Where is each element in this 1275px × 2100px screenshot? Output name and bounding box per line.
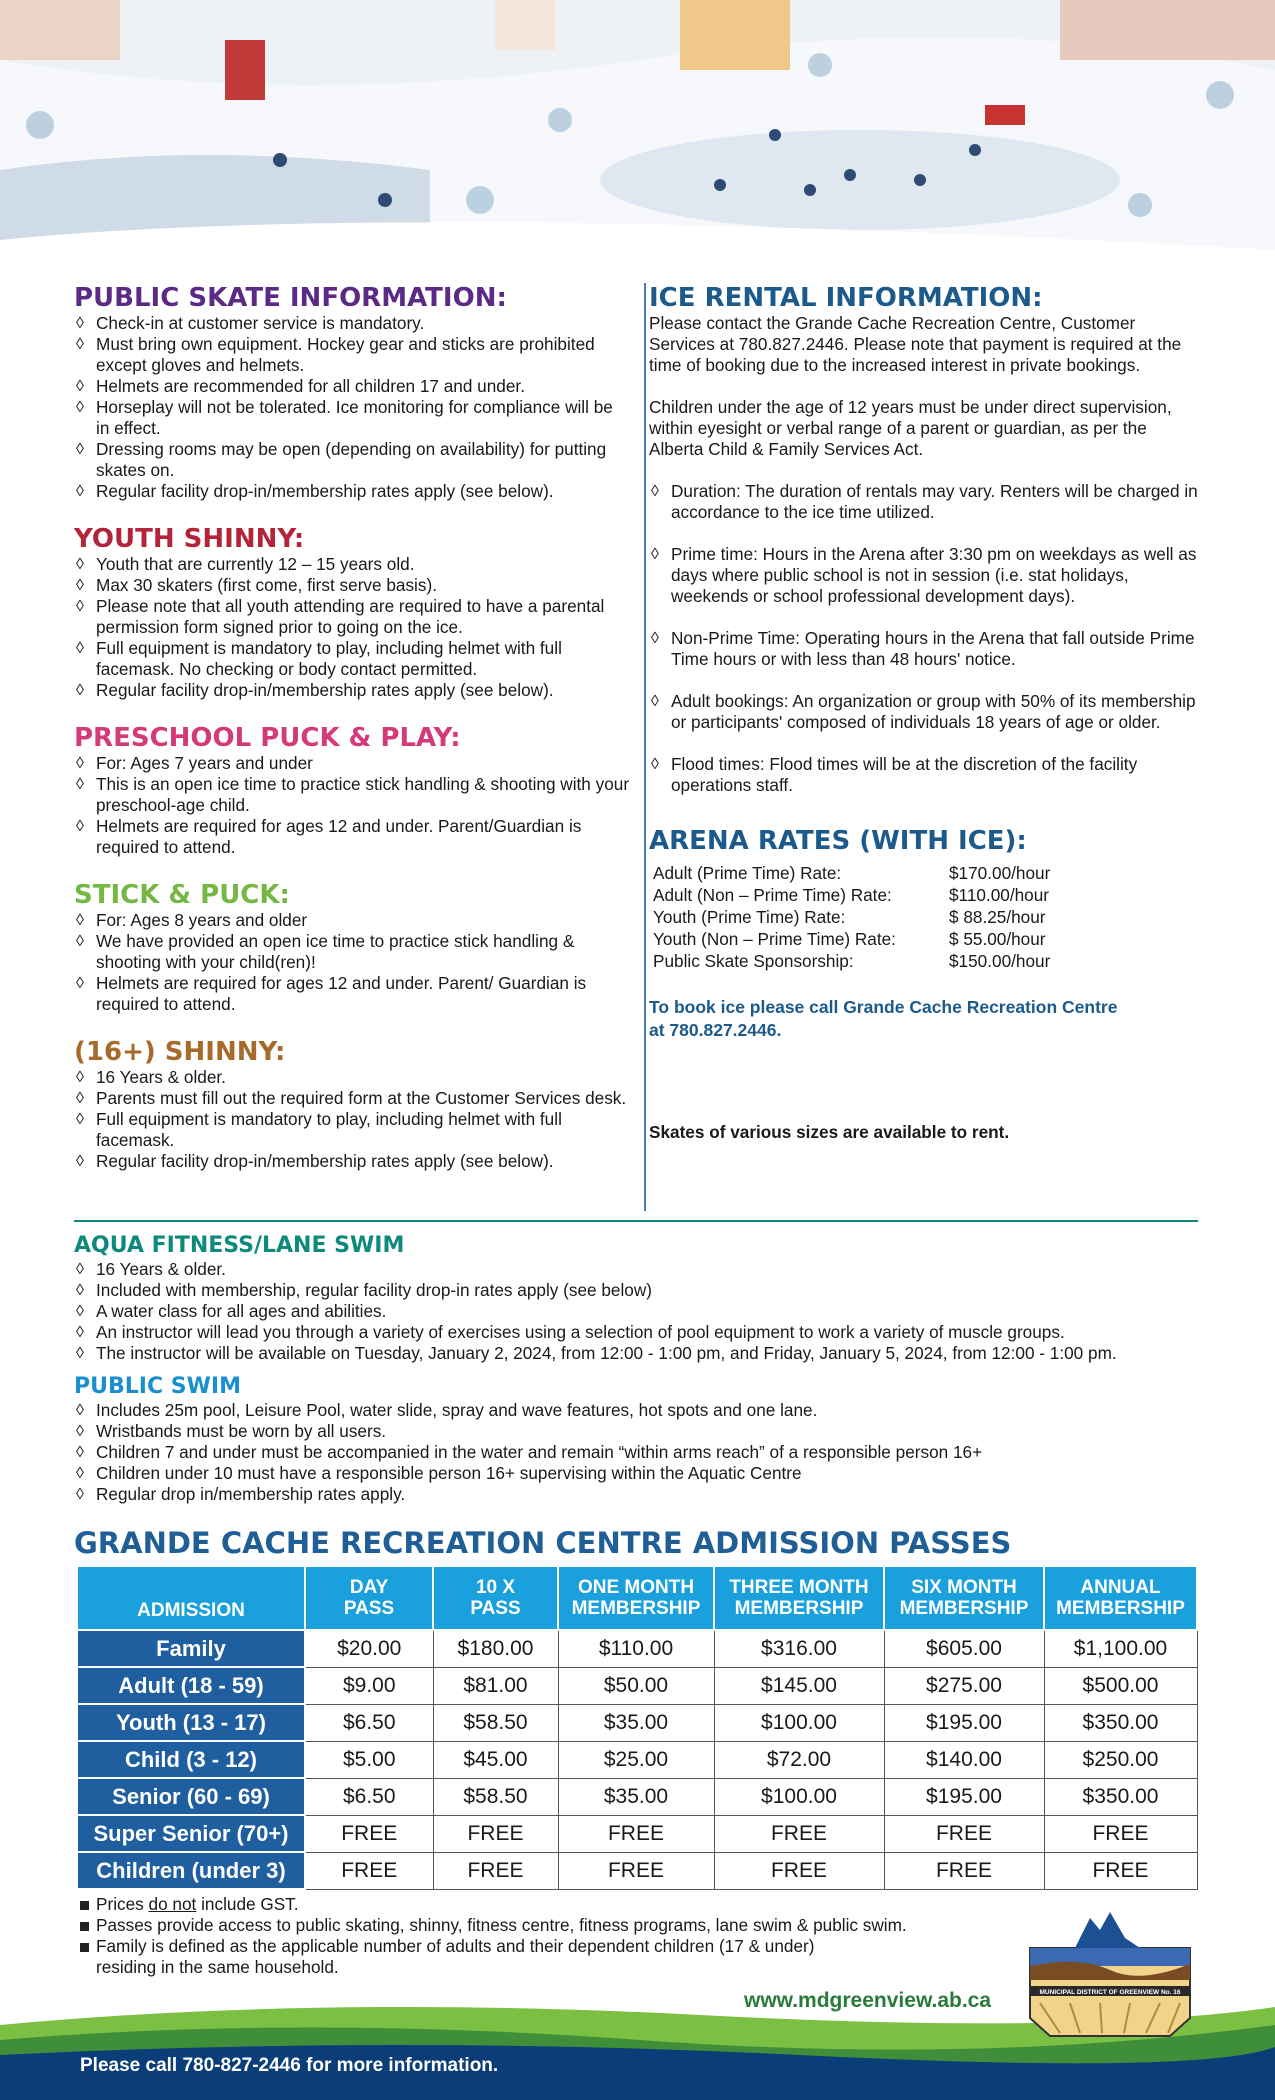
note-text: Family is defined as the applicable number of adults and their dependent children (17 & under): [96, 1936, 815, 1956]
rate-value: $ 88.25/hour: [949, 907, 1046, 927]
price-cell: $250.00: [1044, 1741, 1197, 1778]
note-text: include GST.: [196, 1894, 299, 1914]
price-cell: FREE: [558, 1815, 714, 1852]
rate-label: Adult (Non – Prime Time) Rate:: [653, 885, 892, 905]
price-cell: $145.00: [714, 1667, 884, 1704]
row-label: Child (3 - 12): [77, 1741, 305, 1778]
list-item: ◊ Regular facility drop-in/membership rates apply (see below).: [74, 680, 630, 701]
public-swim-list: [74, 1400, 1204, 1505]
list-item: ◊ The instructor will be available on Tuesday, January 2, 2024, from 12:00 - 1:00 pm, and Friday, January 5, 2024, from 12:00 - 1:00 pm.: [74, 1343, 1204, 1364]
price-cell: $58.50: [433, 1778, 558, 1815]
price-cell: $45.00: [433, 1741, 558, 1778]
ice-rental-list: [649, 481, 1199, 796]
book-ice-line1: To book ice please call Grande Cache Recreation Centre: [649, 997, 1118, 1017]
list-item: ◊ Helmets are required for ages 12 and under. Parent/ Guardian is required to attend.: [74, 973, 630, 1015]
row-label: Adult (18 - 59): [77, 1667, 305, 1704]
youth-shinny-section: [74, 524, 630, 701]
list-item: ◊ Regular drop in/membership rates apply.: [74, 1484, 1204, 1505]
column-header: [714, 1566, 884, 1630]
list-item: ◊ Included with membership, regular facility drop-in rates apply (see below): [74, 1280, 1204, 1301]
ice-rental-intro: Please contact the Grande Cache Recreation Centre, Customer Services at 780.827.2446. Please note that payment is required at the time of booking due to the increased interest in private bookings.: [649, 313, 1182, 375]
preschool-list: [74, 753, 630, 858]
price-cell: $110.00: [558, 1630, 714, 1667]
stick-puck-list: [74, 910, 630, 1015]
table-header-row: [77, 1566, 1197, 1630]
rate-value: $110.00/hour: [949, 885, 1050, 905]
section-divider: [74, 1220, 1198, 1222]
price-cell: FREE: [305, 1815, 433, 1852]
rate-value: $ 55.00/hour: [949, 929, 1046, 949]
column-header-line1: 10 X: [475, 1577, 516, 1598]
rate-value: $150.00/hour: [949, 951, 1051, 971]
rate-label: Youth (Non – Prime Time) Rate:: [653, 929, 896, 949]
price-cell: $195.00: [884, 1778, 1044, 1815]
md-greenview-logo: [1020, 1908, 1200, 2048]
ice-rental-supervision: Children under the age of 12 years must be under direct supervision, within eyesight or verbal range of a parent or guardian, as per the Alberta Child & Family Services Act.: [649, 397, 1172, 459]
note-gst: [78, 1894, 1058, 1915]
note-text: Prices: [96, 1894, 149, 1914]
list-item: ◊ Helmets are recommended for all children 17 and under.: [74, 376, 630, 397]
row-label: Children (under 3): [77, 1852, 305, 1889]
column-header-line2: PASS: [343, 1598, 395, 1619]
price-cell: $195.00: [884, 1704, 1044, 1741]
column-header-line2: MEMBERSHIP: [899, 1598, 1029, 1619]
ice-rental-heading: ICE RENTAL INFORMATION:: [649, 283, 1043, 313]
price-cell: $20.00: [305, 1630, 433, 1667]
price-cell: $275.00: [884, 1667, 1044, 1704]
note-text: residing in the same household.: [96, 1957, 339, 1977]
column-header-line1: THREE MONTH: [729, 1577, 869, 1598]
price-cell: FREE: [884, 1852, 1044, 1889]
list-item: ◊ Dressing rooms may be open (depending on availability) for putting skates on.: [74, 439, 630, 481]
list-item: ◊ 16 Years & older.: [74, 1259, 1204, 1280]
rate-value: $170.00/hour: [949, 863, 1051, 883]
price-cell: $72.00: [714, 1741, 884, 1778]
price-cell: FREE: [558, 1852, 714, 1889]
skates-note: Skates of various sizes are available to rent.: [649, 1122, 1010, 1142]
row-label: Family: [77, 1630, 305, 1667]
note-emphasis: do not: [148, 1894, 197, 1914]
column-header-line1: ANNUAL: [1080, 1577, 1161, 1598]
table-row: [77, 1704, 1197, 1741]
price-cell: $350.00: [1044, 1778, 1197, 1815]
list-item: ◊ Please note that all youth attending are required to have a parental permission form signed prior to going on the ice.: [74, 596, 630, 638]
price-cell: $100.00: [714, 1778, 884, 1815]
row-label: Youth (13 - 17): [77, 1704, 305, 1741]
list-item: ◊ Duration: The duration of rentals may vary. Renters will be charged in accordance to the ice time utilized.: [649, 481, 1199, 523]
price-cell: $605.00: [884, 1630, 1044, 1667]
table-row: [77, 1667, 1197, 1704]
column-header-line2: PASS: [470, 1598, 521, 1619]
website-link[interactable]: www.mdgreenview.ab.ca: [744, 1989, 992, 2012]
right-column: [649, 283, 1199, 1143]
price-cell: $180.00: [433, 1630, 558, 1667]
row-label: Senior (60 - 69): [77, 1778, 305, 1815]
list-item: ◊ Youth that are currently 12 – 15 years old.: [74, 554, 630, 575]
rate-label: Adult (Prime Time) Rate:: [653, 863, 842, 883]
table-row: [653, 906, 1050, 928]
arena-rates-heading: ARENA RATES (WITH ICE):: [649, 826, 1027, 856]
column-header-line2: MEMBERSHIP: [1056, 1598, 1185, 1619]
public-swim-heading: PUBLIC SWIM: [74, 1374, 241, 1399]
price-cell: FREE: [884, 1815, 1044, 1852]
price-cell: FREE: [1044, 1815, 1197, 1852]
table-row: [77, 1778, 1197, 1815]
list-item: ◊ Full equipment is mandatory to play, including helmet with full facemask.: [74, 1109, 630, 1151]
price-cell: $500.00: [1044, 1667, 1197, 1704]
column-header-line1: ONE MONTH: [577, 1577, 695, 1598]
list-item: ◊ Children 7 and under must be accompanied in the water and remain “within arms reach” of a responsible person 16+: [74, 1442, 1204, 1463]
list-item: ◊ Wristbands must be worn by all users.: [74, 1421, 1204, 1442]
aqua-fitness-heading: AQUA FITNESS/LANE SWIM: [74, 1233, 405, 1258]
price-cell: $35.00: [558, 1778, 714, 1815]
winter-village-illustration: [0, 0, 1275, 270]
list-item: ◊ This is an open ice time to practice stick handling & shooting with your preschool-age child.: [74, 774, 630, 816]
price-cell: $81.00: [433, 1667, 558, 1704]
column-header-line1: DAY: [349, 1577, 389, 1598]
list-item: ◊ For: Ages 8 years and older: [74, 910, 630, 931]
price-cell: $100.00: [714, 1704, 884, 1741]
price-cell: FREE: [1044, 1852, 1197, 1889]
price-cell: $1,100.00: [1044, 1630, 1197, 1667]
note-family: [78, 1936, 1058, 1978]
price-cell: FREE: [433, 1852, 558, 1889]
price-cell: $6.50: [305, 1778, 433, 1815]
table-row: [77, 1741, 1197, 1778]
shinny16-list: [74, 1067, 630, 1172]
table-row: [653, 950, 1050, 972]
price-cell: $350.00: [1044, 1704, 1197, 1741]
pass-notes: [78, 1894, 1058, 1978]
list-item: ◊ Non-Prime Time: Operating hours in the Arena that fall outside Prime Time hours or with less than 48 hours' notice.: [649, 628, 1199, 670]
price-cell: $35.00: [558, 1704, 714, 1741]
preschool-section: [74, 723, 630, 858]
public-skate-heading: PUBLIC SKATE INFORMATION:: [74, 283, 507, 313]
price-cell: $140.00: [884, 1741, 1044, 1778]
stick-puck-heading: STICK & PUCK:: [74, 880, 290, 910]
price-cell: FREE: [433, 1815, 558, 1852]
column-header: [77, 1566, 305, 1630]
column-header: [558, 1566, 714, 1630]
column-header: [1044, 1566, 1197, 1630]
public-skate-section: [74, 283, 630, 502]
price-cell: $50.00: [558, 1667, 714, 1704]
price-cell: FREE: [714, 1815, 884, 1852]
contact-info: Please call 780-827-2446 for more information.: [80, 2055, 499, 2076]
column-header-line2: MEMBERSHIP: [734, 1598, 864, 1619]
list-item: ◊ Regular facility drop-in/membership rates apply (see below).: [74, 481, 630, 502]
column-header: [433, 1566, 558, 1630]
list-item: ◊ Regular facility drop-in/membership rates apply (see below).: [74, 1151, 630, 1172]
list-item: ◊ An instructor will lead you through a variety of exercises using a selection of pool equipment to work a variety of muscle groups.: [74, 1322, 1204, 1343]
list-item: ◊ For: Ages 7 years and under: [74, 753, 630, 774]
column-header: [305, 1566, 433, 1630]
stick-puck-section: [74, 880, 630, 1015]
list-item: ◊ Max 30 skaters (first come, first serve basis).: [74, 575, 630, 596]
youth-shinny-heading: YOUTH SHINNY:: [74, 524, 305, 554]
logo-caption: MUNICIPAL DISTRICT OF GREENVIEW No. 16: [1039, 1989, 1181, 1996]
list-item: ◊ We have provided an open ice time to practice stick handling & shooting with your child(ren)!: [74, 931, 630, 973]
shinny16-section: [74, 1037, 630, 1172]
row-label: Super Senior (70+): [77, 1815, 305, 1852]
aquatics-section: [74, 1233, 1204, 1505]
shinny16-heading: (16+) SHINNY:: [74, 1037, 286, 1067]
column-divider: [644, 283, 646, 1211]
list-item: ◊ Check-in at customer service is mandatory.: [74, 313, 630, 334]
note-access: Passes provide access to public skating, shinny, fitness centre, fitness programs, lane swim & public swim.: [78, 1915, 1058, 1936]
admission-passes-table: [76, 1565, 1198, 1890]
column-header-label: ADMISSION: [137, 1600, 245, 1621]
column-header-line2: MEMBERSHIP: [571, 1598, 701, 1619]
table-row: [653, 928, 1050, 950]
list-item: ◊ Flood times: Flood times will be at the discretion of the facility operations staff.: [649, 754, 1199, 796]
rate-label: Public Skate Sponsorship:: [653, 951, 854, 971]
admission-passes-heading: GRANDE CACHE RECREATION CENTRE ADMISSION PASSES: [74, 1526, 1012, 1560]
list-item: ◊ Includes 25m pool, Leisure Pool, water slide, spray and wave features, hot spots and one lane.: [74, 1400, 1204, 1421]
table-row: [653, 862, 1050, 884]
list-item: ◊ Prime time: Hours in the Arena after 3:30 pm on weekdays as well as days where public school is not in session (i.e. stat holidays, weekends or school professional development days).: [649, 544, 1199, 607]
aqua-fitness-list: [74, 1259, 1204, 1364]
price-cell: FREE: [305, 1852, 433, 1889]
table-row: [77, 1630, 1197, 1667]
book-ice-line2: at 780.827.2446.: [649, 1020, 782, 1040]
price-cell: FREE: [714, 1852, 884, 1889]
list-item: ◊ 16 Years & older.: [74, 1067, 630, 1088]
list-item: ◊ Horseplay will not be tolerated. Ice monitoring for compliance will be in effect.: [74, 397, 630, 439]
table-row: [653, 884, 1050, 906]
list-item: ◊ Parents must fill out the required form at the Customer Services desk.: [74, 1088, 630, 1109]
price-cell: $6.50: [305, 1704, 433, 1741]
price-cell: $9.00: [305, 1667, 433, 1704]
arena-rates-table: [653, 862, 1050, 972]
youth-shinny-list: [74, 554, 630, 701]
list-item: ◊ A water class for all ages and abilities.: [74, 1301, 1204, 1322]
list-item: ◊ Full equipment is mandatory to play, including helmet with full facemask. No checking or body contact permitted.: [74, 638, 630, 680]
list-item: ◊ Helmets are required for ages 12 and under. Parent/Guardian is required to attend.: [74, 816, 630, 858]
preschool-heading: PRESCHOOL PUCK & PLAY:: [74, 723, 461, 753]
list-item: ◊ Children under 10 must have a responsible person 16+ supervising within the Aquatic Centre: [74, 1463, 1204, 1484]
price-cell: $58.50: [433, 1704, 558, 1741]
price-cell: $5.00: [305, 1741, 433, 1778]
list-item: ◊ Adult bookings: An organization or group with 50% of its membership or participants' composed of individuals 18 years of age or older.: [649, 691, 1199, 733]
list-item: ◊ Must bring own equipment. Hockey gear and sticks are prohibited except gloves and helmets.: [74, 334, 630, 376]
column-header: [884, 1566, 1044, 1630]
price-cell: $25.00: [558, 1741, 714, 1778]
public-skate-list: [74, 313, 630, 502]
table-row: [77, 1852, 1197, 1889]
column-header-line1: SIX MONTH: [911, 1577, 1017, 1598]
table-row: [77, 1815, 1197, 1852]
left-column: [74, 283, 630, 1194]
price-cell: $316.00: [714, 1630, 884, 1667]
rate-label: Youth (Prime Time) Rate:: [653, 907, 846, 927]
